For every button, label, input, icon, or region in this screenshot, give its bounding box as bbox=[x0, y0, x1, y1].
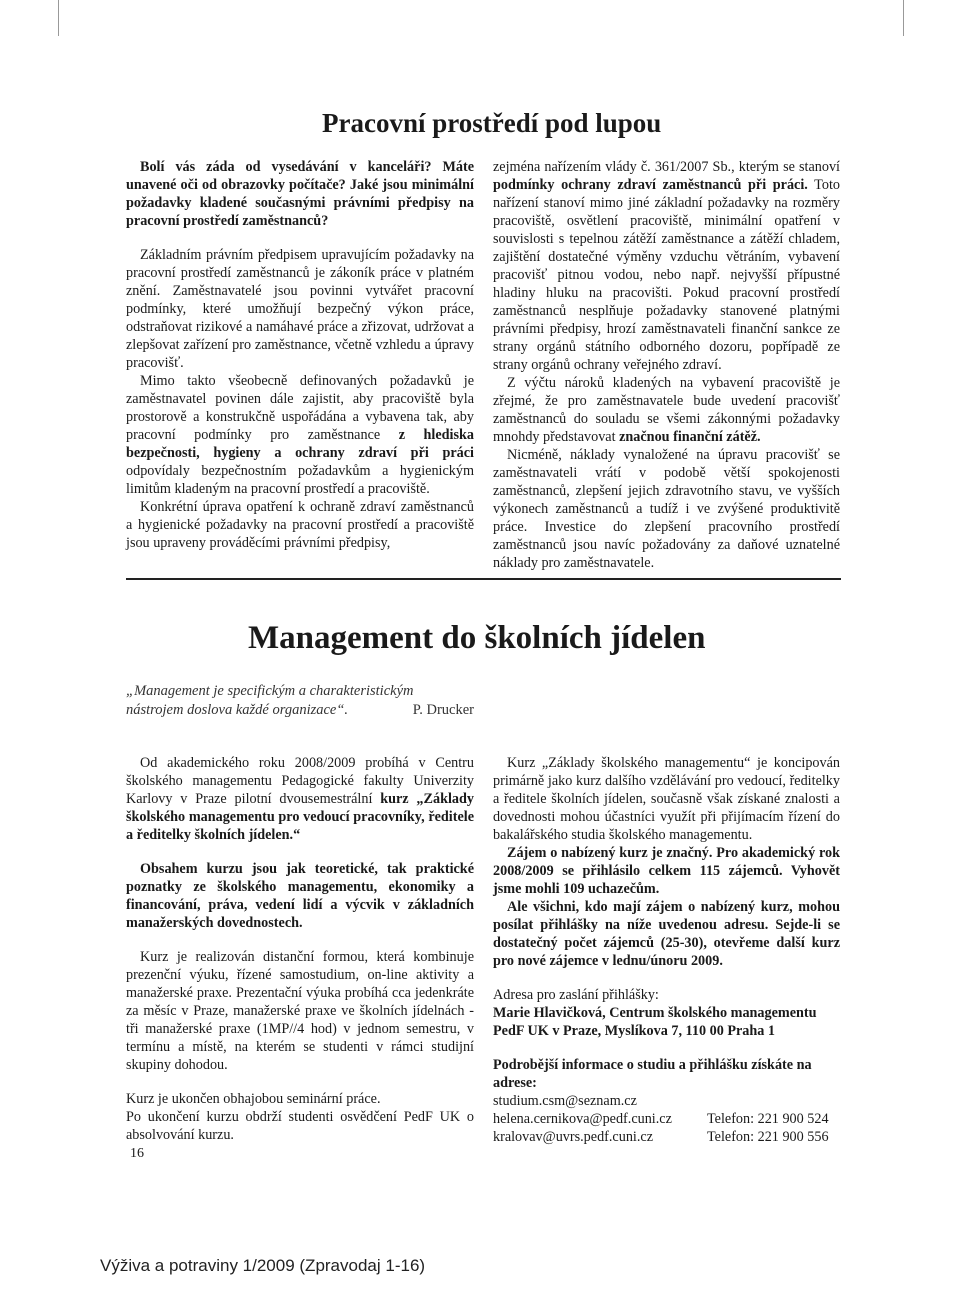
contact-row bbox=[493, 1110, 840, 1128]
crop-mark bbox=[903, 0, 904, 36]
contact-phone: Telefon: 221 900 524 bbox=[707, 1111, 829, 1127]
article1-paragraph: Základním právním předpisem upravujícím požadavky na pracovní prostředí zaměstnanců je zákoník práce v platném znění. Zaměstnavatelé jsou povinni vytvářet pracovní podmínky, které umožňují bezpečný výkon práce, odstraňovat rizikové a namáhavé práce a zřizovat, udržovat a zlepšovat zařízení pro zaměstnance, včetně vzhledu a úpravy pracovišť. bbox=[126, 247, 474, 371]
page-number: 16 bbox=[130, 1146, 144, 1161]
article2-paragraph bbox=[126, 754, 474, 844]
contact-row bbox=[493, 1128, 840, 1146]
bold-run: značnou finanční zátěž. bbox=[619, 429, 761, 445]
article1-paragraph bbox=[493, 374, 840, 446]
address-line: Marie Hlavičková, Centrum školského managementu bbox=[493, 1005, 817, 1021]
article2-paragraph: Zájem o nabízený kurz je značný. Pro akademický rok 2008/2009 se přihlásilo celkem 115 zájemců. Vyhovět jsme mohli 109 uchazečům. bbox=[493, 845, 840, 897]
address-label: Adresa pro zaslání přihlášky: bbox=[493, 987, 659, 1003]
bold-run: podmínky ochrany zdraví zaměstnanců při práci. bbox=[493, 177, 808, 193]
crop-mark bbox=[58, 0, 59, 36]
section-divider bbox=[126, 578, 841, 580]
article-title: Management do školních jídelen bbox=[248, 620, 706, 656]
article2-left-column bbox=[126, 754, 474, 1144]
article1-paragraph bbox=[493, 158, 840, 374]
article1-right-column bbox=[493, 158, 840, 572]
article2-paragraph: Kurz je realizován distanční formou, která kombinuje prezenční výuku, řízené samostudium, on-line aktivity a manažerské praxe. Prezentační výuka probíhá cca jedenkráte za měsíc v Praze, manažerské praxe ve školních jídelnách - tři manažerské praxe (1MP//4 hod) v jednom semestru, v termínu a místě, na kterém se studenti v rámci studijní skupiny dohodou. bbox=[126, 949, 474, 1073]
text-run: Z výčtu nároků kladených na vybavení pracoviště je zřejmé, že pro zaměstnavatele bude uvedení pracovišť zaměstnanců do souladu se všemi zákonnými požadavky mnohdy představovat bbox=[493, 375, 840, 445]
contact-phone: Telefon: 221 900 556 bbox=[707, 1129, 829, 1145]
epigraph-text: „Management je specifickým a charakteristickým nástrojem doslova každé organizace“. bbox=[126, 683, 414, 718]
article2-paragraph: Ale všichni, kdo mají zájem o nabízený kurz, mohou posílat přihlášky na níže uvedenou adresu. Sejde-li se dostatečný počet zájemců (25-30), otevřeme další kurz pro nové zájemce v lednu/únoru 2009. bbox=[493, 899, 840, 969]
text-run: Od akademického roku 2008/2009 probíhá v Centru školského managementu Pedagogické fakulty Univerzity Karlovy v Praze pilotní dvousemestrální bbox=[126, 755, 474, 807]
contact-email: helena.cernikova@pedf.cuni.cz bbox=[493, 1111, 672, 1127]
article1-lead: Bolí vás záda od vysedávání v kanceláři? Máte unavené oči od obrazovky počítače? Jaké jsou minimální požadavky kladené současnými právními předpisy na pracovní prostředí zaměstnanců? bbox=[126, 159, 474, 229]
text-run: Toto nařízení stanoví mimo jiné základní požadavky na rozměry pracoviště, osvětlení pracoviště, minimální opatření v souvislosti s tepelnou zátěží zaměstnance a zátěží chladem, zajištění dostatečné výměny vzduchu větráním, vybavení pracovišť pitnou vodou, nebo např. nejvyšší přípustné hladiny hluku na pracovišti. Pokud pracovní prostředí zaměstnanců nesplňuje požadavky stanovené platnými právními předpisy, hrozí zaměstnavateli finanční sankce ze strany orgánů státního odborného dozoru, popřípadě ze strany orgánů ochrany veřejného zdraví. bbox=[493, 177, 840, 373]
article1-paragraph bbox=[126, 372, 474, 498]
article2-right-column bbox=[493, 754, 840, 1146]
article2-paragraph: Obsahem kurzu jsou jak teoretické, tak praktické poznatky ze školského managementu, ekonomiky a financování, práva, vedení lidí a výcvik v základních manažerských dovednostech. bbox=[126, 861, 474, 931]
article2-paragraph: Po ukončení kurzu obdrží studenti osvědčení PedF UK o absolvování kurzu. bbox=[126, 1109, 474, 1143]
contact-email: kralovav@uvrs.pedf.cuni.cz bbox=[493, 1129, 654, 1145]
epigraph-author: P. Drucker bbox=[412, 702, 474, 718]
contact-email: studium.csm@seznam.cz bbox=[493, 1093, 637, 1109]
article1-left-column bbox=[126, 158, 474, 552]
footer: Výživa a potraviny 1/2009 (Zpravodaj 1-16) bbox=[100, 1256, 426, 1275]
info-heading: Podrobější informace o studiu a přihlášku získáte na adrese: bbox=[493, 1057, 812, 1091]
bold-run: z hlediska bezpečnosti, hygieny a ochrany zdraví při práci bbox=[126, 427, 475, 461]
text-run: odpovídaly bezpečnostním požadavkům a hygienickým limitům kladeným na pracovní prostředí a pracoviště. bbox=[126, 463, 474, 497]
text-run: zejména nařízením vlády č. 361/2007 Sb., kterým se stanoví bbox=[493, 159, 840, 175]
article2-paragraph: Kurz je ukončen obhajobou seminární práce. bbox=[126, 1091, 381, 1107]
epigraph bbox=[126, 682, 474, 720]
text-run: Mimo takto všeobecně definovaných požadavků je zaměstnavatel povinen dále zajistit, aby pracoviště byla prostorově a konstrukčně uspořádána a vybavena tak, aby pracovní podmínky pro zaměstnance bbox=[126, 373, 474, 443]
address-line: PedF UK v Praze, Myslíkova 7, 110 00 Praha 1 bbox=[493, 1023, 776, 1039]
bold-run: kurz „Základy školského managementu pro vedoucí pracovníky, ředitele a ředitelky školních jídelen.“ bbox=[126, 791, 474, 843]
article1-paragraph: Nicméně, náklady vynaložené na úpravu pracovišť se zaměstnavateli vrátí v podobě větší spokojenosti zaměstnanců, zlepšení jejich zdravotního stavu, ve vyšších výkonech zaměstnanců a tudíž i ve zvýšené produktivitě práce. Investice do zlepšení pracovního prostředí zaměstnanců jsou navíc požadovány za daňové uznatelné náklady pro zaměstnavatele. bbox=[493, 447, 840, 571]
article-title: Pracovní prostředí pod lupou bbox=[322, 108, 662, 138]
article2-paragraph: Kurz „Základy školského managementu“ je koncipován primárně jako kurz dalšího vzdělávání pro vedoucí, ředitelky a ředitele školních jídelen, současně však získané znalosti a dovednosti mohou účastníci využít při přijímacím řízení do bakalářského studia školského managementu. bbox=[493, 755, 840, 843]
article1-paragraph: Konkrétní úprava opatření k ochraně zdraví zaměstnanců a hygienické požadavky na pracovní prostředí a pracoviště jsou upraveny prováděcími právními předpisy, bbox=[126, 499, 474, 551]
